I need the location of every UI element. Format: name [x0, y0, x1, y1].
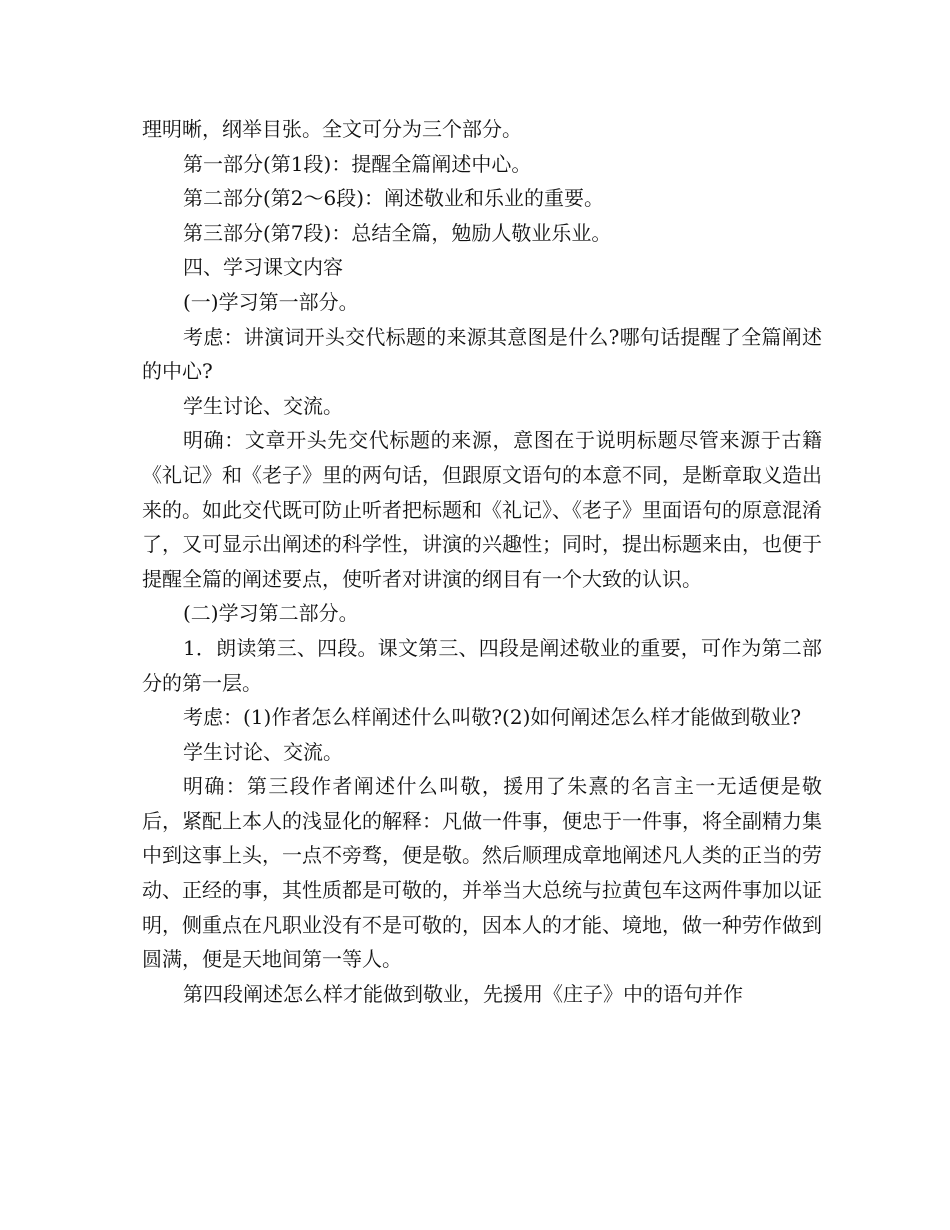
paragraph: 理明晰，纲举目张。全文可分为三个部分。 [142, 117, 522, 141]
paragraph: 考虑：(1)作者怎么样阐述什么叫敬?(2)如何阐述怎么样才能做到敬业? [183, 705, 802, 730]
subsection-heading: (一)学习第一部分。 [183, 289, 359, 314]
paragraph: 第一部分(第1段)：提醒全篇阐述中心。 [183, 151, 532, 176]
section-heading: 四、学习课文内容 [183, 255, 343, 280]
paragraph: 明确：第三段作者阐述什么叫敬，援用了朱熹的名言主一无适便是敬后，紧配上本人的浅显化的解释：凡做一件事，便忠于一件事，将全副精力集中到这事上头，一点不旁骛，便是敬。然后顺理成章地阐述凡人类的正当的劳动、正经的事，其性质都是可敬的，并举当大总统与拉黄包车这两件事加以证明，侧重点在凡职业没有不是可敬的，因本人的才能、境地，做一种劳作做到圆满，便是天地间第一等人。 [142, 774, 822, 972]
paragraph: 学生讨论、交流。 [183, 393, 343, 418]
paragraph: 学生讨论、交流。 [183, 739, 343, 764]
paragraph: 第二部分(第2～6段)：阐述敬业和乐业的重要。 [183, 186, 605, 211]
paragraph: 第四段阐述怎么样才能做到敬业，先援用《庄子》中的语句并作 [183, 981, 743, 1006]
paragraph: 考虑：讲演词开头交代标题的来源其意图是什么?哪句话提醒了全篇阐述的中心? [142, 324, 822, 384]
paragraph: 1．朗读第三、四段。课文第三、四段是阐述敬业的重要，可作为第二部分的第一层。 [142, 635, 822, 695]
paragraph: 明确：文章开头先交代标题的来源，意图在于说明标题尽管来源于古籍《礼记》和《老子》里的两句话，但跟原文语句的本意不同，是断章取义造出来的。如此交代既可防止听者把标题和《礼记》、《老子》里面语句的原意混淆了，又可显示出阐述的科学性，讲演的兴趣性；同时，提出标题来由，也便于提醒全篇的阐述要点，使听者对讲演的纲目有一个大致的认识。 [142, 428, 822, 591]
document-body [142, 112, 822, 1011]
paragraph: 第三部分(第7段)：总结全篇，勉励人敬业乐业。 [183, 220, 612, 245]
subsection-heading: (二)学习第二部分。 [183, 601, 359, 626]
